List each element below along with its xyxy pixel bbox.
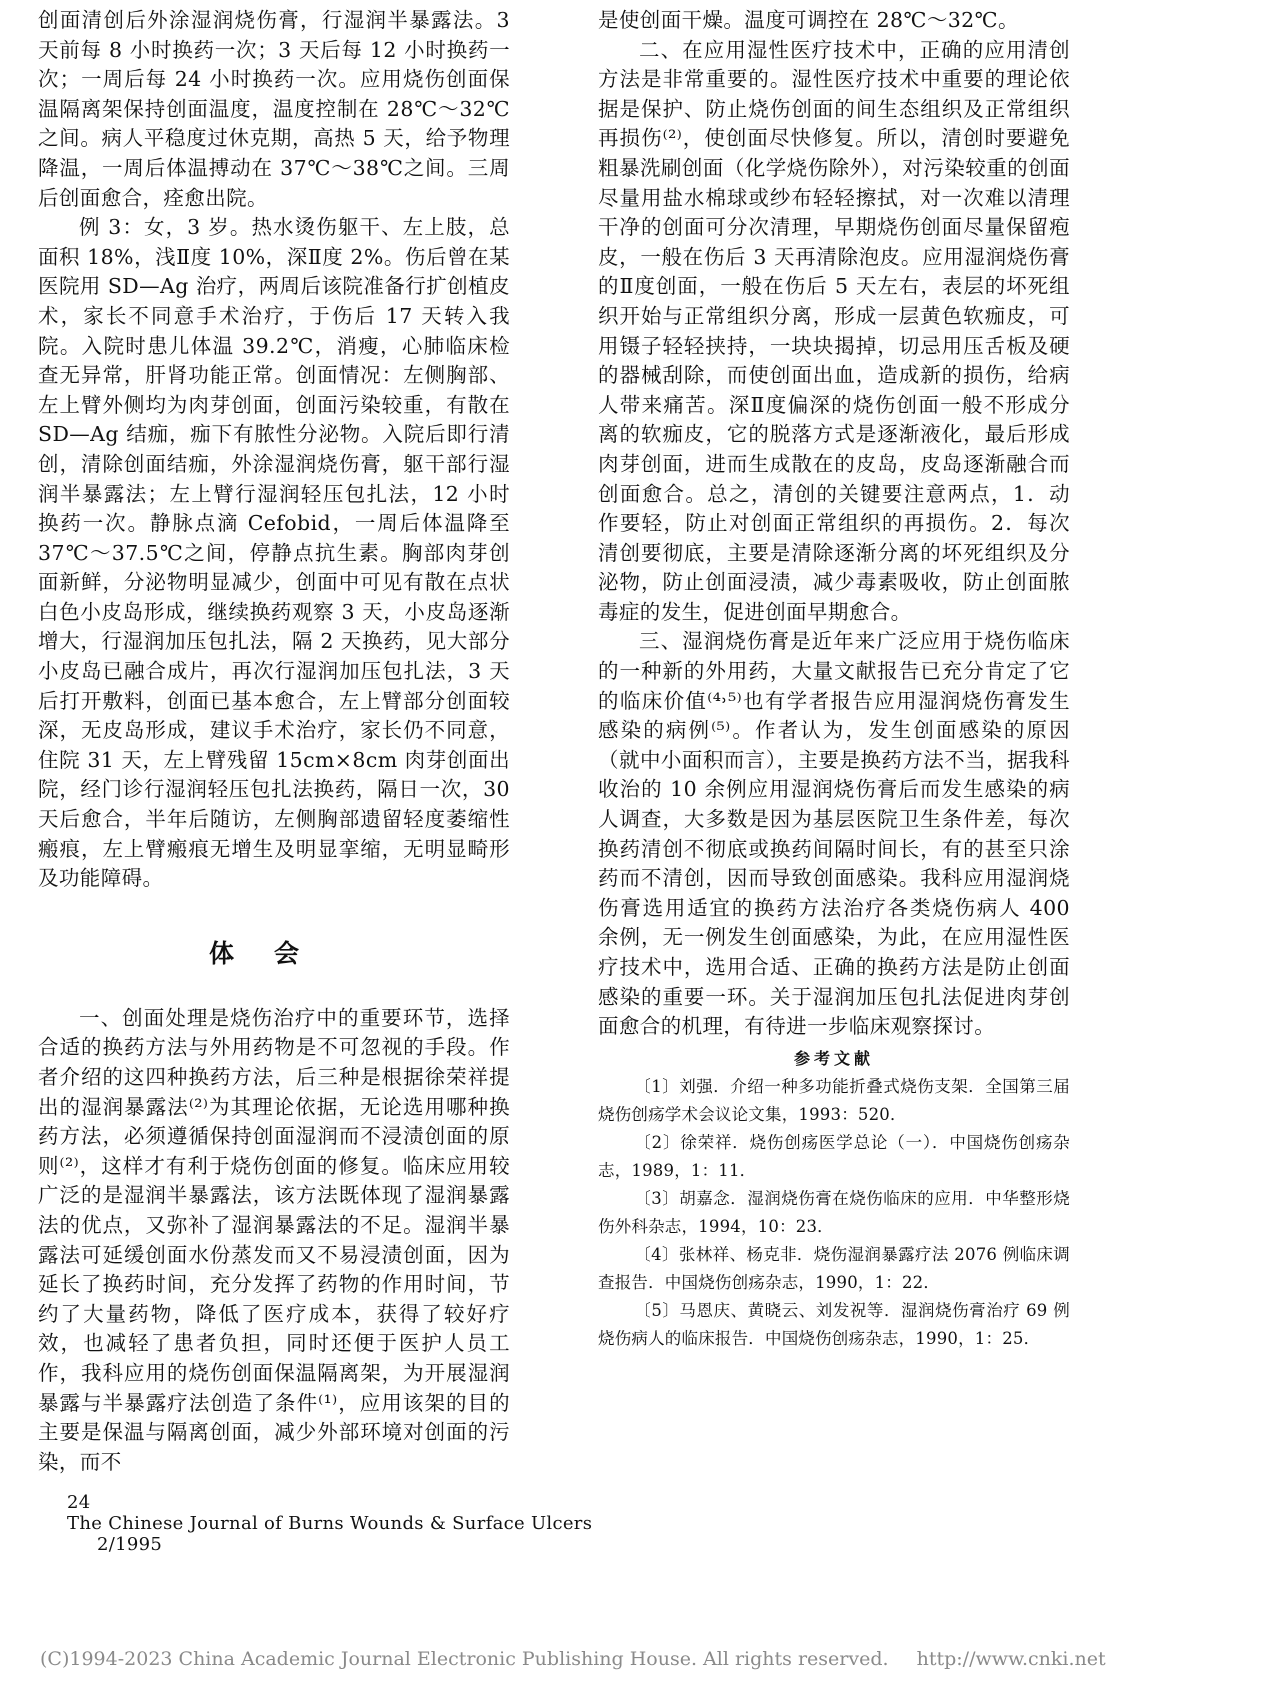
discussion-paragraph-1: 一、创面处理是烧伤治疗中的重要环节，选择合适的换药方法与外用药物是不可忽视的手段。作者介绍的这四种换药方法，后三种是根据徐荣祥提出的湿润暴露法⁽²⁾为其理论依据，无论选用哪种换药方法，必须遵循保持创面湿润而不浸渍创面的原则⁽²⁾，这样才有利于烧伤创面的修复。临床应用较广泛的是湿润半暴露法，该方法既体现了湿润暴露法的优点，又弥补了湿润暴露法的不足。湿润半暴露法可延缓创面水份蒸发而又不易浸渍创面，因为延长了换药时间，充分发挥了药物的作用时间，节约了大量药物，降低了医疗成本，获得了较好疗效，也减轻了患者负担，同时还便于医护人员工作，我科应用的烧伤创面保温隔离架，为开展湿润暴露与半暴露疗法创造了条件⁽¹⁾，应用该架的目的主要是保温与隔离创面，减少外部环境对创面的污染，而不 — [38, 1005, 510, 1474]
left-column — [38, 6, 510, 1477]
section-title: 体会 — [208, 938, 339, 968]
right-column — [598, 6, 1070, 1353]
references-list — [598, 1073, 1070, 1353]
references-title: 参考文献 — [793, 1048, 874, 1068]
reference-item: 〔3〕胡嘉念．湿润烧伤膏在烧伤临床的应用．中华整形烧伤外科杂志，1994，10：23． — [598, 1188, 1070, 1236]
discussion-paragraph-1-cont: 是使创面干燥。温度可调控在 28℃～32℃。 — [598, 8, 1019, 32]
case-paragraph-1: 创面清创后外涂湿润烧伤膏，行湿润半暴露法。3 天前每 8 小时换药一次；3 天后每 12 小时换药一次；一周后每 24 小时换药一次。应用烧伤创面保温隔离架保持创面温度，温度控制在 28℃～32℃之间。病人平稳度过休克期，高热 5 天，给予物理降温，一周后体温搏动在 37℃～38℃之间。三周后创面愈合，痊愈出院。 — [38, 8, 510, 210]
copyright-text: (C)1994-2023 China Academic Journal Electronic Publishing House. All rights reserved. — [40, 1648, 889, 1670]
reference-item: 〔4〕张林祥、杨克非．烧伤湿润暴露疗法 2076 例临床调查报告．中国烧伤创疡杂志，1990，1：22． — [598, 1244, 1070, 1292]
page-footer — [55, 1471, 592, 1555]
copyright-notice — [40, 1648, 1260, 1670]
reference-item: 〔1〕刘强．介绍一种多功能折叠式烧伤支架．全国第三届烧伤创疡学术会议论文集，1993：520． — [598, 1076, 1070, 1124]
discussion-paragraph-3: 三、湿润烧伤膏是近年来广泛应用于烧伤临床的一种新的外用药，大量文献报告已充分肯定了它的临床价值⁽⁴˒⁵⁾也有学者报告应用湿润烧伤膏发生感染的病例⁽⁵⁾。作者认为，发生创面感染的原因（就中小面积而言），主要是换药方法不当，据我科收治的 10 余例应用湿润烧伤膏后而发生感染的病人调查，大多数是因为基层医院卫生条件差，每次换药清创不彻底或换药间隔时间长，有的甚至只涂药而不清创，因而导致创面感染。我科应用湿润烧伤膏选用适宜的换药方法治疗各类烧伤病人 400 余例，无一例发生创面感染，为此，在应用湿性医疗技术中，选用合适、正确的换药方法是防止创面感染的重要一环。关于湿润加压包扎法促进肉芽创面愈合的机理，有待进一步临床观察探讨。 — [598, 629, 1070, 1039]
journal-name: The Chinese Journal of Burns Wounds & Surface Ulcers — [67, 1513, 593, 1534]
case-3-paragraph: 例 3：女，3 岁。热水烫伤躯干、左上肢，总面积 18%，浅Ⅱ度 10%，深Ⅱ度 2%。伤后曾在某医院用 SD—Ag 治疗，两周后该院准备行扩创植皮术，家长不同意手术治疗，于伤后 17 天转入我院。入院时患儿体温 39.2℃，消瘦，心肺临床检查无异常，肝肾功能正常。创面情况：左侧胸部、左上臂外侧均为肉芽创面，创面污染较重，有散在 SD—Ag 结痂，痂下有脓性分泌物。入院后即行清创，清除创面结痂，外涂湿润烧伤膏，躯干部行湿润半暴露法；左上臂行湿润轻压包扎法，12 小时换药一次。静脉点滴 Cefobid，一周后体温降至 37℃～37.5℃之间，停静点抗生素。胸部肉芽创面新鲜，分泌物明显减少，创面中可见有散在点状白色小皮岛形成，继续换药观察 3 天，小皮岛逐渐增大，行湿润加压包扎法，隔 2 天换药，见大部分小皮岛已融合成片，再次行湿润加压包扎法，3 天后打开敷料，创面已基本愈合，左上臂部分创面较深，无皮岛形成，建议手术治疗，家长仍不同意，住院 31 天，左上臂残留 15cm×8cm 肉芽创面出院，经门诊行湿润轻压包扎法换药，隔日一次，30 天后愈合，半年后随访，左侧胸部遗留轻度萎缩性瘢痕，左上臂瘢痕无增生及明显挛缩，无明显畸形及功能障碍。 — [38, 215, 510, 891]
discussion-paragraph-2: 二、在应用湿性医疗技术中，正确的应用清创方法是非常重要的。湿性医疗技术中重要的理论依据是保护、防止烧伤创面的间生态组织及正常组织再损伤⁽²⁾，使创面尽快修复。所以，清创时要避免粗暴洗刷创面（化学烧伤除外），对污染较重的创面尽量用盐水棉球或纱布轻轻擦拭，对一次难以清理干净的创面可分次清理，早期烧伤创面尽量保留疱皮，一般在伤后 3 天再清除泡皮。应用湿润烧伤膏的Ⅱ度创面，一般在伤后 5 天左右，表层的坏死组织开始与正常组织分离，形成一层黄色软痂皮，可用镊子轻轻挟持，一块块揭掉，切忌用压舌板及硬的器械刮除，而使创面出血，造成新的损伤，给病人带来痛苦。深Ⅱ度偏深的烧伤创面一般不形成分离的软痂皮，它的脱落方式是逐渐液化，最后形成肉芽创面，进而生成散在的皮岛，皮岛逐渐融合而创面愈合。总之，清创的关键要注意两点，1．动作要轻，防止对创面正常组织的再损伤。2．每次清创要彻底，主要是清除逐渐分离的坏死组织及分泌物，防止创面浸渍，减少毒素吸收，防止创面脓毒症的发生，促进创面早期愈合。 — [598, 37, 1070, 624]
page-number: 24 — [67, 1492, 91, 1513]
reference-item: 〔5〕马恩庆、黄晓云、刘发祝等．湿润烧伤膏治疗 69 例烧伤病人的临床报告．中国烧伤创疡杂志，1990，1：25． — [598, 1300, 1070, 1348]
reference-item: 〔2〕徐荣祥．烧伤创疡医学总论（一）．中国烧伤创疡杂志，1989，1：11． — [598, 1132, 1070, 1180]
publisher-url[interactable]: http://www.cnki.net — [916, 1648, 1106, 1670]
journal-issue: 2/1995 — [97, 1534, 163, 1555]
